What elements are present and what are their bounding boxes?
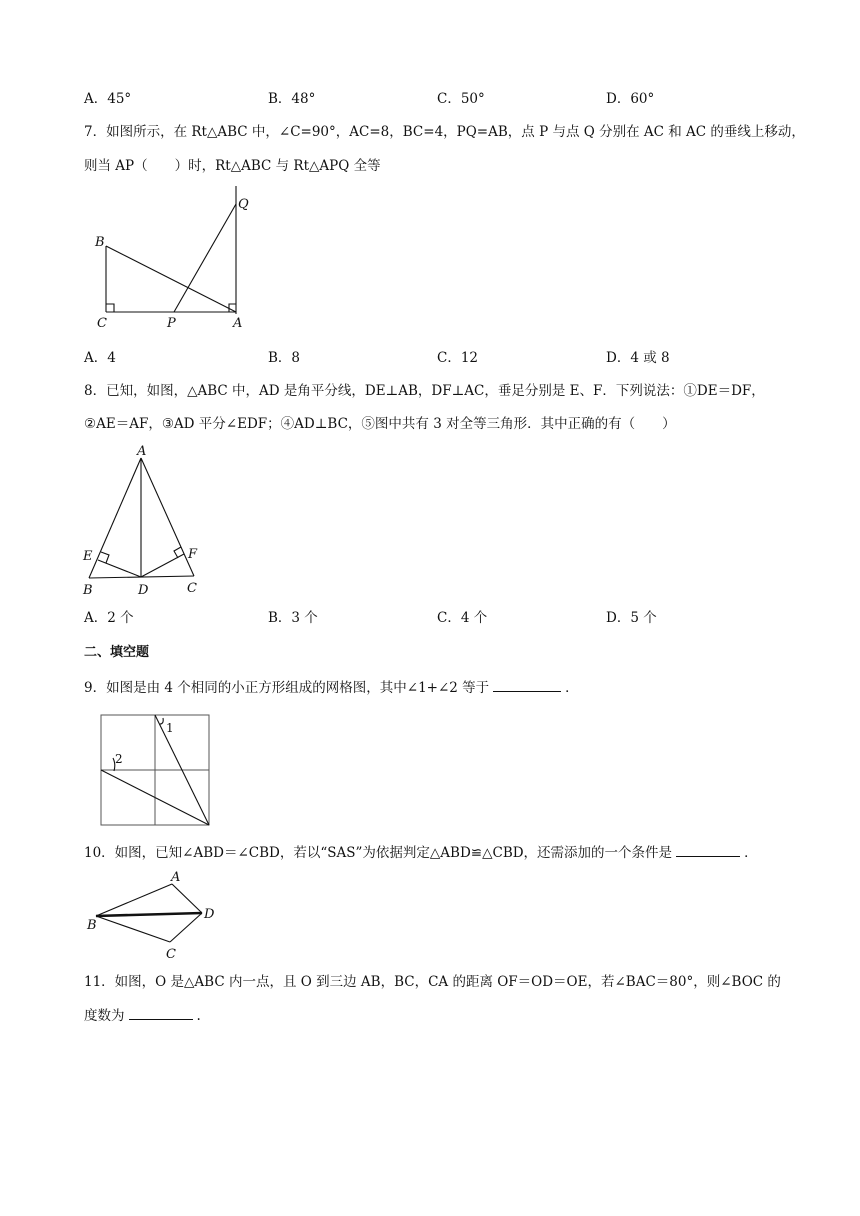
q7-label-q: Q	[238, 197, 249, 212]
q10-label-c: C	[166, 947, 176, 962]
q11-stem-end: .	[196, 1008, 201, 1024]
q11-stem-line1: 11．如图，O 是△ABC 内一点，且 O 到三边 AB，BC，CA 的距离 OF＝OD＝OE，若∠BAC＝80°，则∠BOC 的	[84, 974, 781, 990]
q11-stem-text: 度数为	[84, 1008, 125, 1024]
q8-segment-de	[98, 560, 141, 577]
q7-right-angle-c	[106, 304, 114, 312]
q7-side-ab	[106, 246, 236, 312]
q7-option-a[interactable]: A．4	[84, 350, 116, 366]
section-heading-fill-in: 二、填空题	[84, 645, 150, 660]
q8-stem-line1: 8．已知，如图，△ABC 中，AD 是角平分线，DE⊥AB，DF⊥AC，垂足分别是 E、F．下列说法：①DE＝DF，	[84, 383, 765, 399]
q10-stem-end: ．	[744, 845, 758, 861]
q10-side-ad	[172, 884, 202, 913]
q8-label-e: E	[83, 549, 93, 564]
q8-side-ac	[141, 458, 194, 576]
q7-label-a: A	[233, 316, 243, 331]
q10-stem-text: 10．如图，已知∠ABD＝∠CBD，若以“SAS”为依据判定△ABD≌△CBD，还需添加的一个条件是	[84, 845, 673, 861]
q10-stem	[84, 842, 758, 863]
q10-side-bc	[96, 916, 170, 942]
q10-diagonal-bd	[96, 913, 202, 916]
q8-option-b[interactable]: B．3 个	[268, 610, 318, 626]
q8-label-d: D	[138, 583, 149, 598]
q10-figure	[86, 866, 226, 962]
q7-option-d[interactable]: D．4 或 8	[606, 350, 670, 366]
q6-option-b[interactable]: B．48°	[268, 91, 316, 107]
q11-answer-blank[interactable]	[129, 1005, 193, 1020]
q7-label-c: C	[97, 316, 107, 331]
q8-side-ab	[89, 458, 141, 578]
q7-label-b: B	[95, 235, 105, 250]
q10-side-ba	[96, 884, 172, 916]
q9-answer-blank[interactable]	[493, 677, 561, 692]
q8-label-f: F	[188, 547, 198, 562]
q7-figure	[84, 180, 264, 330]
q8-label-b: B	[83, 583, 93, 598]
q7-stem-line1: 7．如图所示，在 Rt△ABC 中，∠C=90°，AC=8，BC=4，PQ=AB，点 P 与点 Q 分别在 AC 和 AC 的垂线上移动，	[84, 124, 805, 140]
q9-stem-end: ．	[565, 680, 579, 696]
q8-figure	[78, 440, 218, 600]
q8-option-c[interactable]: C．4 个	[437, 610, 488, 626]
q7-label-p: P	[167, 316, 176, 331]
q9-angle-arc-1	[160, 718, 163, 724]
q8-option-a[interactable]: A．2 个	[84, 610, 134, 626]
q7-stem-line2: 则当 AP（ ）时，Rt△ABC 与 Rt△APQ 全等	[84, 158, 381, 174]
q10-label-d: D	[204, 907, 215, 922]
q8-option-d[interactable]: D．5 个	[606, 610, 657, 626]
q8-label-a: A	[137, 444, 147, 459]
q10-label-a: A	[171, 870, 181, 885]
q6-option-a[interactable]: A．45°	[84, 91, 132, 107]
q8-stem-line2: ②AE＝AF，③AD 平分∠EDF；④AD⊥BC，⑤图中共有 3 对全等三角形．其中正确的有（ ）	[84, 416, 676, 432]
q7-option-b[interactable]: B．8	[268, 350, 301, 366]
q9-stem	[84, 677, 579, 698]
q9-stem-text: 9．如图是由 4 个相同的小正方形组成的网格图，其中∠1+∠2 等于	[84, 680, 490, 696]
q7-option-c[interactable]: C．12	[437, 350, 479, 366]
q10-side-cd	[170, 913, 202, 942]
q6-option-c[interactable]: C．50°	[437, 91, 485, 107]
q8-label-c: C	[187, 581, 197, 596]
q10-answer-blank[interactable]	[676, 842, 740, 857]
q9-label-angle-2: 2	[115, 752, 123, 766]
q10-label-b: B	[87, 918, 97, 933]
q6-option-d[interactable]: D．60°	[606, 91, 655, 107]
q11-stem-line2	[84, 1005, 201, 1026]
q9-label-angle-1: 1	[166, 721, 174, 735]
q9-figure	[100, 714, 212, 828]
